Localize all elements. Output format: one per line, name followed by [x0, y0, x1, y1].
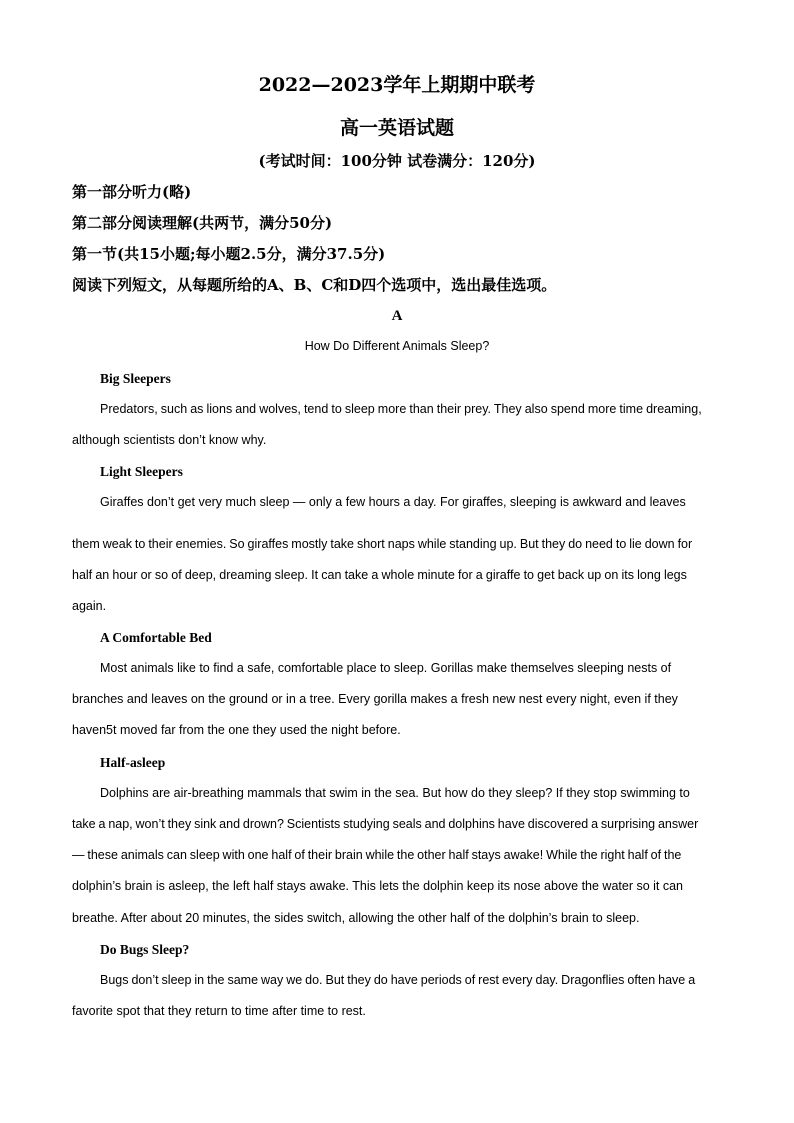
paragraph-line: dolphin’s brain is asleep, the left half stays awake. This lets the dolphin keep its nose above the water so it can: [72, 879, 684, 893]
part1-heading: 第一部分听力(略): [72, 183, 192, 201]
paragraph-line: half an hour or so of deep, dreaming sleep. It can take a whole minute for a giraffe to get back up on its long legs: [72, 568, 687, 582]
paragraph-line: Bugs don’t sleep in the same way we do. But they do have periods of rest every day. Dragonflies often have a: [100, 973, 696, 987]
paragraph-line: take a nap, won’t they sink and drown? Scientists studying seals and dolphins have discovered a surprising answer: [72, 817, 699, 831]
exam-info: (考试时间：100分钟 试卷满分：120分): [258, 152, 536, 170]
passage-title: How Do Different Animals Sleep?: [304, 339, 490, 353]
paragraph-line: although scientists don’t know why.: [72, 433, 267, 447]
paragraph-line: — these animals can sleep with one half of their brain while the other half stays awake! While the right half of the: [72, 848, 682, 862]
paragraph-line: Dolphins are air-breathing mammals that swim in the sea. But how do they sleep? If they stop swimming to: [100, 786, 690, 800]
paragraph-line: again.: [72, 599, 107, 613]
subheading-comfortable-bed: A Comfortable Bed: [100, 630, 212, 645]
exam-subtitle: 高一英语试题: [339, 117, 454, 139]
instruction-text: 阅读下列短文，从每题所给的A、B、C和D四个选项中，选出最佳选项。: [72, 276, 557, 294]
exam-title: 2022—2023学年上期期中联考: [258, 74, 536, 96]
paragraph-line: branches and leaves on the ground or in a tree. Every gorilla makes a fresh new nest every night, even if they: [72, 692, 678, 706]
section1-heading: 第一节(共15小题;每小题2.5分，满分37.5分): [72, 245, 386, 263]
subheading-big-sleepers: Big Sleepers: [100, 371, 171, 386]
paragraph-line: favorite spot that they return to time after time to rest.: [72, 1004, 366, 1018]
paragraph-line: haven5t moved far from the one they used the night before.: [72, 723, 401, 737]
part2-heading: 第二部分阅读理解(共两节，满分50分): [72, 214, 333, 232]
paragraph-line: Predators, such as lions and wolves, tend to sleep more than their prey. They also spend more time dreaming,: [100, 402, 702, 416]
paragraph-line: breathe. After about 20 minutes, the sides switch, allowing the other half of the dolphin’s brain to sleep.: [72, 911, 640, 925]
paragraph-line: Giraffes don’t get very much sleep — only a few hours a day. For giraffes, sleeping is awkward and leaves: [100, 495, 686, 509]
paragraph-line: Most animals like to find a safe, comfortable place to sleep. Gorillas make themselves sleeping nests of: [100, 661, 672, 675]
subheading-half-asleep: Half-asleep: [100, 755, 166, 770]
subheading-light-sleepers: Light Sleepers: [100, 464, 183, 479]
paragraph-line: them weak to their enemies. So giraffes mostly take short naps while standing up. But they do need to lie down for: [72, 537, 693, 551]
passage-letter: A: [391, 308, 403, 324]
subheading-do-bugs-sleep: Do Bugs Sleep?: [100, 942, 190, 957]
